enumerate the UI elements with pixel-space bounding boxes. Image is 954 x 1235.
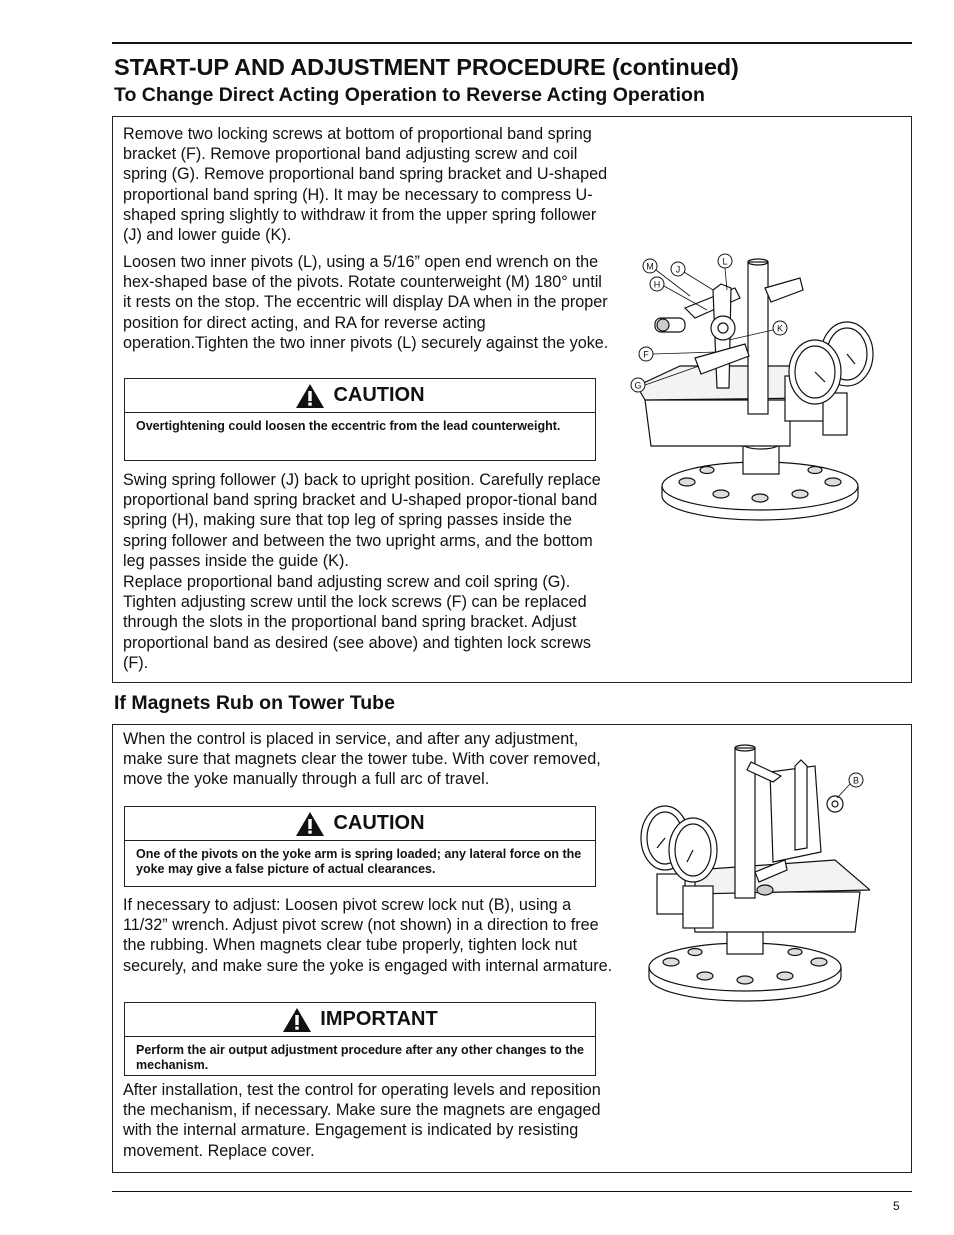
svg-text:J: J bbox=[675, 264, 681, 275]
warning-icon bbox=[282, 1007, 312, 1033]
section2-paragraph-3: After installation, test the control for operating levels and reposition the mechanism, if necessary. Make sure the magnets are engaged with the internal armature. Engagement is indicated by resisting movement. Replace cover. bbox=[123, 1081, 601, 1160]
svg-text:H: H bbox=[653, 279, 661, 290]
important-text: Perform the air output adjustment procedure after any other changes to the mechanism. bbox=[136, 1043, 584, 1072]
section2-heading: If Magnets Rub on Tower Tube bbox=[114, 692, 395, 714]
bottom-rule bbox=[112, 1191, 912, 1192]
svg-text:B: B bbox=[852, 775, 860, 786]
svg-text:K: K bbox=[776, 323, 784, 334]
label-b bbox=[849, 773, 863, 787]
caution-header bbox=[125, 807, 595, 841]
warning-icon bbox=[295, 811, 325, 837]
section2-paragraph-2: If necessary to adjust: Loosen pivot screw lock nut (B), using a 11/32” wrench. Adjust pivot screw (not shown) in a direction to free the rubbing. When magnets clear tube properly, tighten lock nut securely, and make sure the yoke is engaged with internal armature. bbox=[123, 896, 613, 975]
section1-paragraph-3: Swing spring follower (J) back to upright position. Carefully replace proportional band spring bracket and U-shaped propor-tional band spring (H), making sure that top leg of spring passes inside the spring follower and between the two upright arms, and the bottom leg passes inside the guide (K). bbox=[123, 471, 601, 570]
warning-icon bbox=[295, 383, 325, 409]
section1-paragraph-2: Loosen two inner pivots (L), using a 5/16” open end wrench on the hex-shaped base of the pivots. Rotate counterweight (M) 180° until it rests on the stop. The eccentric will display DA when in the proper position for direct acting, and RA for reverse acting operation.Tighten the two inner pivots (L) securely against the yoke. bbox=[123, 253, 609, 352]
important-heading: IMPORTANT bbox=[320, 1008, 438, 1030]
top-rule bbox=[112, 42, 912, 44]
section1-paragraph-4: Replace proportional band adjusting screw and coil spring (G). Tighten adjusting screw until the lock screws (F) can be replaced through the slots in the proportional band spring bracket. Adjust proportional band as desired (see above) and tighten lock screws (F). bbox=[123, 573, 591, 672]
caution-heading: CAUTION bbox=[333, 812, 425, 834]
svg-text:L: L bbox=[722, 256, 728, 267]
mechanism-diagram-1 bbox=[625, 248, 875, 523]
caution-heading: CAUTION bbox=[333, 384, 425, 406]
label-g bbox=[631, 378, 645, 392]
important-box bbox=[124, 1002, 596, 1076]
label-h bbox=[650, 277, 664, 291]
svg-text:M: M bbox=[646, 261, 654, 272]
caution-header bbox=[125, 379, 595, 413]
caution-text: Overtightening could loosen the eccentric from the lead counterweight. bbox=[136, 419, 561, 433]
mechanism-diagram-2 bbox=[635, 742, 870, 1007]
page-number: 5 bbox=[893, 1199, 900, 1213]
caution-box-1 bbox=[124, 378, 596, 461]
svg-text:F: F bbox=[643, 349, 649, 360]
section1-paragraph-1: Remove two locking screws at bottom of proportional band spring bracket (F). Remove proportional band adjusting screw and coil spring (G). Remove proportional band spring bracket and U-shaped proportional band spring (H). It may be necessary to compress U-shaped spring slightly to withdraw it from the upper spring follower (J) and lower guide (K). bbox=[123, 125, 608, 245]
important-header bbox=[125, 1003, 595, 1037]
caution-text: One of the pivots on the yoke arm is spring loaded; any lateral force on the yoke may give a false picture of actual clearances. bbox=[136, 847, 582, 876]
page-title: START-UP AND ADJUSTMENT PROCEDURE (continued) bbox=[114, 54, 739, 80]
label-k bbox=[773, 321, 787, 335]
label-m bbox=[643, 259, 657, 273]
caution-box-2 bbox=[124, 806, 596, 887]
label-j bbox=[671, 262, 685, 276]
label-l bbox=[718, 254, 732, 268]
section2-paragraph-1: When the control is placed in service, and after any adjustment, make sure that magnets clear the tower tube. With cover removed, move the yoke manually through a full arc of travel. bbox=[123, 730, 601, 789]
section-subtitle: To Change Direct Acting Operation to Reverse Acting Operation bbox=[114, 84, 705, 106]
svg-text:G: G bbox=[634, 380, 642, 391]
label-f bbox=[639, 347, 653, 361]
